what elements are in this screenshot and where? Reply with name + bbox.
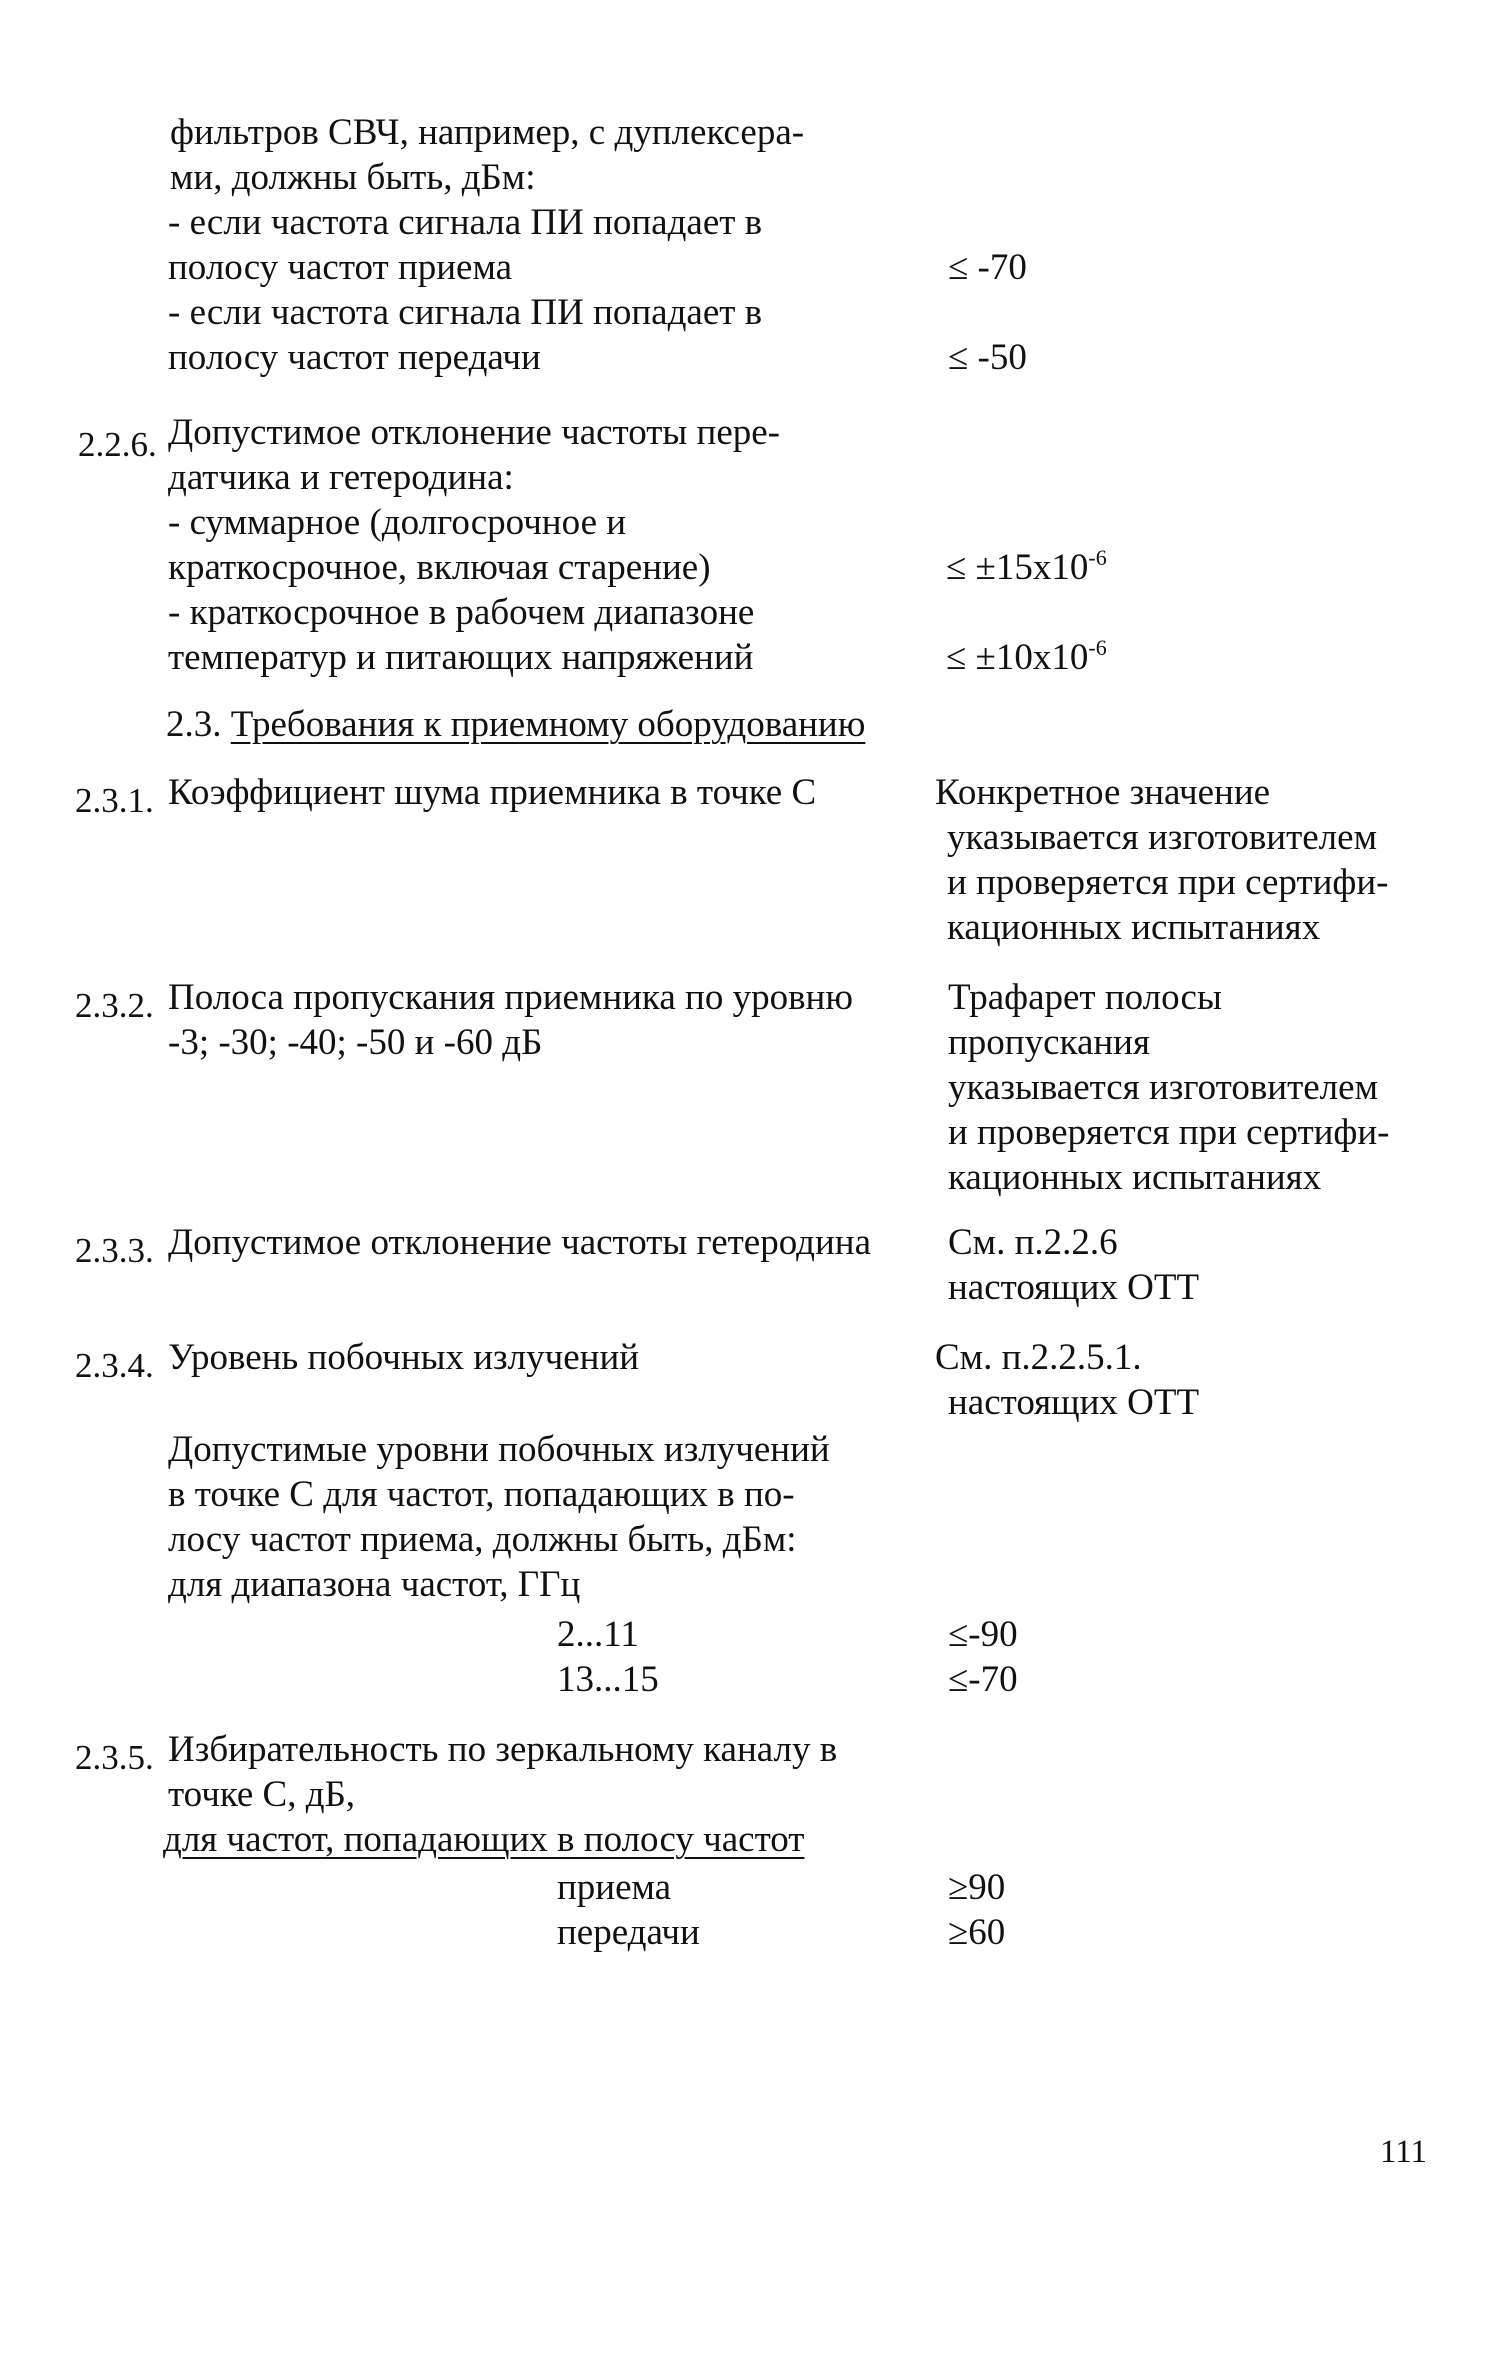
- section-2-3-2-right-4: и проверяется при сертифи-: [948, 1112, 1390, 1153]
- top-bullet-1-value: ≤ -70: [948, 247, 1027, 288]
- section-2-3-3-right-2: настоящих ОТТ: [948, 1267, 1200, 1308]
- section-2-3-4-right-1: См. п.2.2.5.1.: [935, 1337, 1142, 1378]
- top-line-2: ми, должны быть, дБм:: [170, 157, 536, 198]
- section-2-3-1-text: Коэффициент шума приемника в точке С: [168, 772, 817, 813]
- section-2-3-4-para-3: лосу частот приема, должны быть, дБм:: [168, 1519, 797, 1560]
- section-2-2-6-bullet-1-line-1: - суммарное (долгосрочное и: [168, 502, 627, 543]
- section-2-3-1-right-4: кационных испытаниях: [947, 907, 1321, 948]
- section-2-2-6-number: 2.2.6.: [78, 425, 157, 464]
- section-2-2-6-bullet-1-line-2: краткосрочное, включая старение): [168, 547, 711, 588]
- section-2-3-5-value-2: ≥60: [948, 1912, 1006, 1953]
- section-2-3-4-right-2: настоящих ОТТ: [948, 1382, 1200, 1423]
- section-2-3-1-right-1: Конкретное значение: [935, 772, 1271, 813]
- section-2-3-2-number: 2.3.2.: [75, 986, 154, 1025]
- top-bullet-2-line-2: полосу частот передачи: [168, 337, 541, 378]
- section-2-3-4-value-2: ≤-70: [948, 1659, 1018, 1700]
- section-2-3-5-line-1: Избирательность по зеркальному каналу в: [168, 1729, 838, 1770]
- section-2-3-4-range-1: 2...11: [557, 1614, 639, 1655]
- section-2-3-5-label-1: приема: [557, 1867, 672, 1908]
- section-2-3-5-value-1: ≥90: [948, 1867, 1006, 1908]
- section-2-3-4-para-2: в точке С для частот, попадающих в по-: [168, 1474, 795, 1515]
- top-line-1: фильтров СВЧ, например, с дуплексера-: [170, 112, 805, 153]
- section-2-2-6-bullet-2-line-2: температур и питающих напряжений: [168, 637, 754, 678]
- section-2-3-1-number: 2.3.1.: [75, 781, 154, 820]
- exponent: -6: [1088, 545, 1107, 570]
- section-2-3-2-right-3: указывается изготовителем: [948, 1067, 1378, 1108]
- section-2-3-4-number: 2.3.4.: [75, 1346, 154, 1385]
- section-2-2-6-line-1: Допустимое отклонение частоты пере-: [168, 412, 780, 453]
- section-2-3-4-value-1: ≤-90: [948, 1614, 1018, 1655]
- section-2-2-6-bullet-2-value: ≤ $\pm 10x10^{-6}$: [946, 635, 1107, 678]
- section-2-3-5-number: 2.3.5.: [75, 1738, 154, 1777]
- section-2-3-2-right-2: пропускания: [948, 1022, 1150, 1063]
- top-bullet-2-line-1: - если частота сигнала ПИ попадает в: [168, 292, 763, 333]
- section-2-3-5-underlined: для частот, попадающих в полосу частот: [163, 1819, 805, 1860]
- section-2-3-1-right-3: и проверяется при сертифи-: [947, 862, 1389, 903]
- page-number: 111: [1380, 2134, 1428, 2170]
- section-2-3-2-right-5: кационных испытаниях: [948, 1157, 1322, 1198]
- section-2-3-4-para-1: Допустимые уровни побочных излучений: [168, 1429, 830, 1470]
- section-2-3-3-number: 2.3.3.: [75, 1231, 154, 1270]
- section-2-3-3-right-1: См. п.2.2.6: [948, 1222, 1118, 1263]
- section-2-2-6-bullet-2-line-1: - краткосрочное в рабочем диапазоне: [168, 592, 755, 633]
- section-2-2-6-bullet-1-value: ≤ $\pm 15x10^{-6}$: [946, 545, 1107, 588]
- section-2-2-6-line-2: датчика и гетеродина:: [168, 457, 514, 498]
- section-2-3-5-label-2: передачи: [557, 1912, 700, 1953]
- section-2-3-5-line-2: точке С, дБ,: [168, 1774, 356, 1815]
- section-2-3-3-text: Допустимое отклонение частоты гетеродина: [168, 1222, 871, 1263]
- section-2-3-title: Требования к приемному оборудованию: [230, 704, 866, 745]
- section-2-3-4-range-2: 13...15: [557, 1659, 659, 1700]
- top-bullet-1-line-1: - если частота сигнала ПИ попадает в: [168, 202, 763, 243]
- section-2-3-2-line-2: -3; -30; -40; -50 и -60 дБ: [168, 1022, 543, 1063]
- section-2-3-4-text: Уровень побочных излучений: [168, 1337, 640, 1378]
- section-2-3-1-right-2: указывается изготовителем: [947, 817, 1377, 858]
- section-2-3-2-right-1: Трафарет полосы: [948, 977, 1222, 1018]
- exponent: -6: [1088, 635, 1107, 660]
- section-2-3-2-line-1: Полоса пропускания приемника по уровню: [168, 977, 853, 1018]
- top-bullet-2-value: ≤ -50: [948, 337, 1027, 378]
- section-2-3-4-para-4: для диапазона частот, ГГц: [168, 1564, 581, 1605]
- section-2-3-number: 2.3.: [166, 704, 222, 745]
- section-2-3-heading: [166, 702, 865, 747]
- top-bullet-1-line-2: полосу частот приема: [168, 247, 513, 288]
